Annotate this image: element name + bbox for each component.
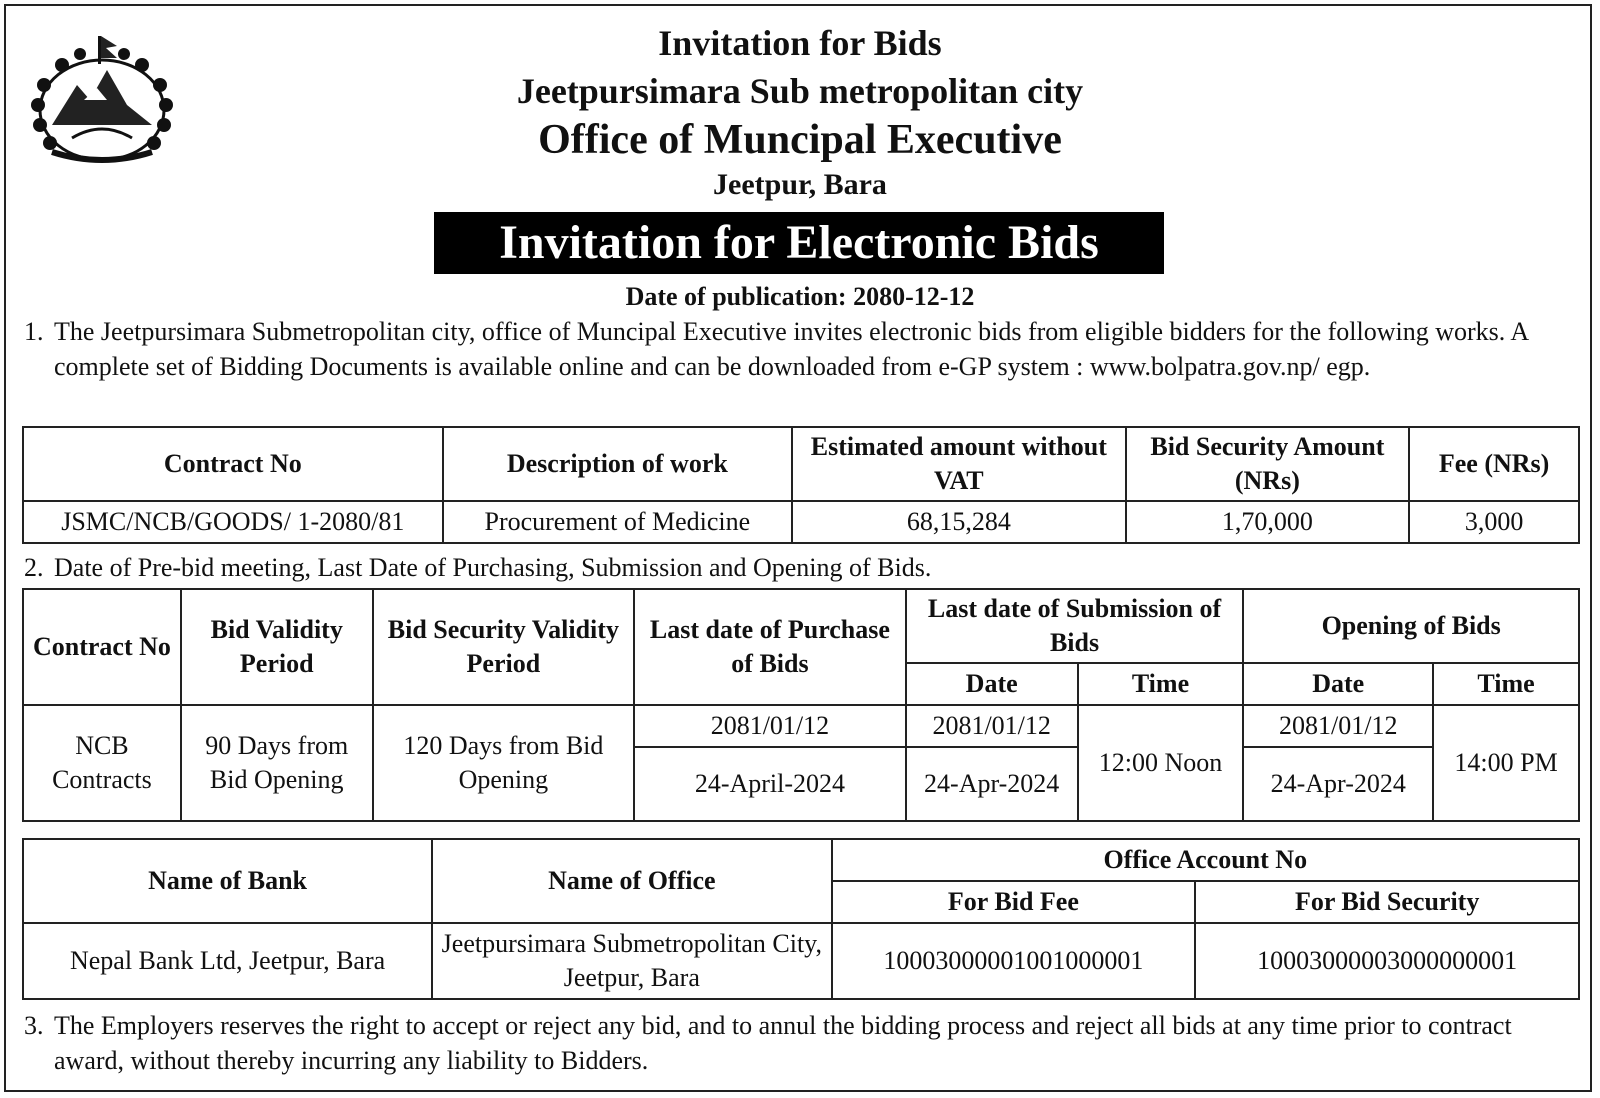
th-submission-date: Date xyxy=(906,663,1078,705)
table-row xyxy=(23,501,1579,543)
header-line-2: Jeetpursimara Sub metropolitan city xyxy=(516,71,1084,111)
paragraph-3-number: 3. xyxy=(24,1011,44,1040)
th-estimated-amount: Estimated amount without VAT xyxy=(792,427,1126,501)
paragraph-1-text: The Jeetpursimara Submetropolitan city, office of Muncipal Executive invites electronic bids from eligible bidders for the following works. A complete set of Bidding Documents is available online and can be downloaded from e-GP system : www.bolpatra.gov.np/ egp. xyxy=(54,317,1528,381)
cell-contract-no: JSMC/NCB/GOODS/ 1-2080/81 xyxy=(23,501,443,543)
cell-purchase-date-bs: 2081/01/12 xyxy=(634,705,906,747)
th-security-validity: Bid Security Validity Period xyxy=(373,589,635,705)
paragraph-2-text: Date of Pre-bid meeting, Last Date of Purchasing, Submission and Opening of Bids. xyxy=(54,553,932,582)
cell-bid-security-account: 10003000003000000001 xyxy=(1195,923,1579,999)
th-contract: Contract No xyxy=(23,589,181,705)
paragraph-3-text: The Employers reserves the right to accept or reject any bid, and to annul the bidding process and reject all bids at any time prior to contract award, without thereby incurring any liability to Bidders. xyxy=(54,1011,1512,1075)
title-banner: Invitation for Electronic Bids xyxy=(434,212,1164,274)
paragraph-1 xyxy=(24,314,1584,384)
paragraph-2 xyxy=(24,550,1584,585)
th-account: Office Account No xyxy=(832,839,1579,881)
cell-bank: Nepal Bank Ltd, Jeetpur, Bara xyxy=(23,923,432,999)
th-bid-security-amount: Bid Security Amount (NRs) xyxy=(1126,427,1410,501)
cell-description: Procurement of Medicine xyxy=(443,501,793,543)
cell-opening-time: 14:00 PM xyxy=(1433,705,1579,821)
cell-purchase-date-ad: 24-April-2024 xyxy=(634,747,906,821)
schedule-table xyxy=(22,588,1580,822)
cell-bid-security-amount: 1,70,000 xyxy=(1126,501,1410,543)
paragraph-1-number: 1. xyxy=(24,317,44,346)
th-submission-time: Time xyxy=(1078,663,1244,705)
cell-submission-time: 12:00 Noon xyxy=(1078,705,1244,821)
cell-office: Jeetpursimara Submetropolitan City, Jeetpur, Bara xyxy=(432,923,831,999)
th-bank: Name of Bank xyxy=(23,839,432,923)
bank-table xyxy=(22,838,1580,1000)
th-bid-validity: Bid Validity Period xyxy=(181,589,373,705)
th-opening: Opening of Bids xyxy=(1243,589,1579,663)
th-office: Name of Office xyxy=(432,839,831,923)
cell-bid-validity: 90 Days from Bid Opening xyxy=(181,705,373,821)
publication-date: Date of publication: 2080-12-12 xyxy=(625,282,975,311)
cell-contract: NCB Contracts xyxy=(23,705,181,821)
header-line-3: Office of Muncipal Executive xyxy=(538,117,1062,163)
th-last-submission: Last date of Submission of Bids xyxy=(906,589,1244,663)
cell-opening-date-bs: 2081/01/12 xyxy=(1243,705,1433,747)
contract-table xyxy=(22,426,1580,544)
table-row xyxy=(23,923,1579,999)
header-line-4: Jeetpur, Bara xyxy=(713,168,887,201)
header-line-1: Invitation for Bids xyxy=(658,23,942,63)
cell-security-validity: 120 Days from Bid Opening xyxy=(373,705,635,821)
cell-estimated-amount: 68,15,284 xyxy=(792,501,1126,543)
cell-opening-date-ad: 24-Apr-2024 xyxy=(1243,747,1433,821)
th-fee: Fee (NRs) xyxy=(1409,427,1579,501)
th-opening-date: Date xyxy=(1243,663,1433,705)
cell-fee: 3,000 xyxy=(1409,501,1579,543)
th-opening-time: Time xyxy=(1433,663,1579,705)
th-contract-no: Contract No xyxy=(23,427,443,501)
table-row xyxy=(23,705,1579,747)
th-last-purchase: Last date of Purchase of Bids xyxy=(634,589,906,705)
paragraph-2-number: 2. xyxy=(24,553,44,582)
paragraph-3 xyxy=(24,1008,1584,1078)
th-bid-security: For Bid Security xyxy=(1195,881,1579,923)
th-description: Description of work xyxy=(443,427,793,501)
th-bid-fee: For Bid Fee xyxy=(832,881,1196,923)
cell-submission-date-ad: 24-Apr-2024 xyxy=(906,747,1078,821)
cell-bid-fee-account: 10003000001001000001 xyxy=(832,923,1196,999)
cell-submission-date-bs: 2081/01/12 xyxy=(906,705,1078,747)
